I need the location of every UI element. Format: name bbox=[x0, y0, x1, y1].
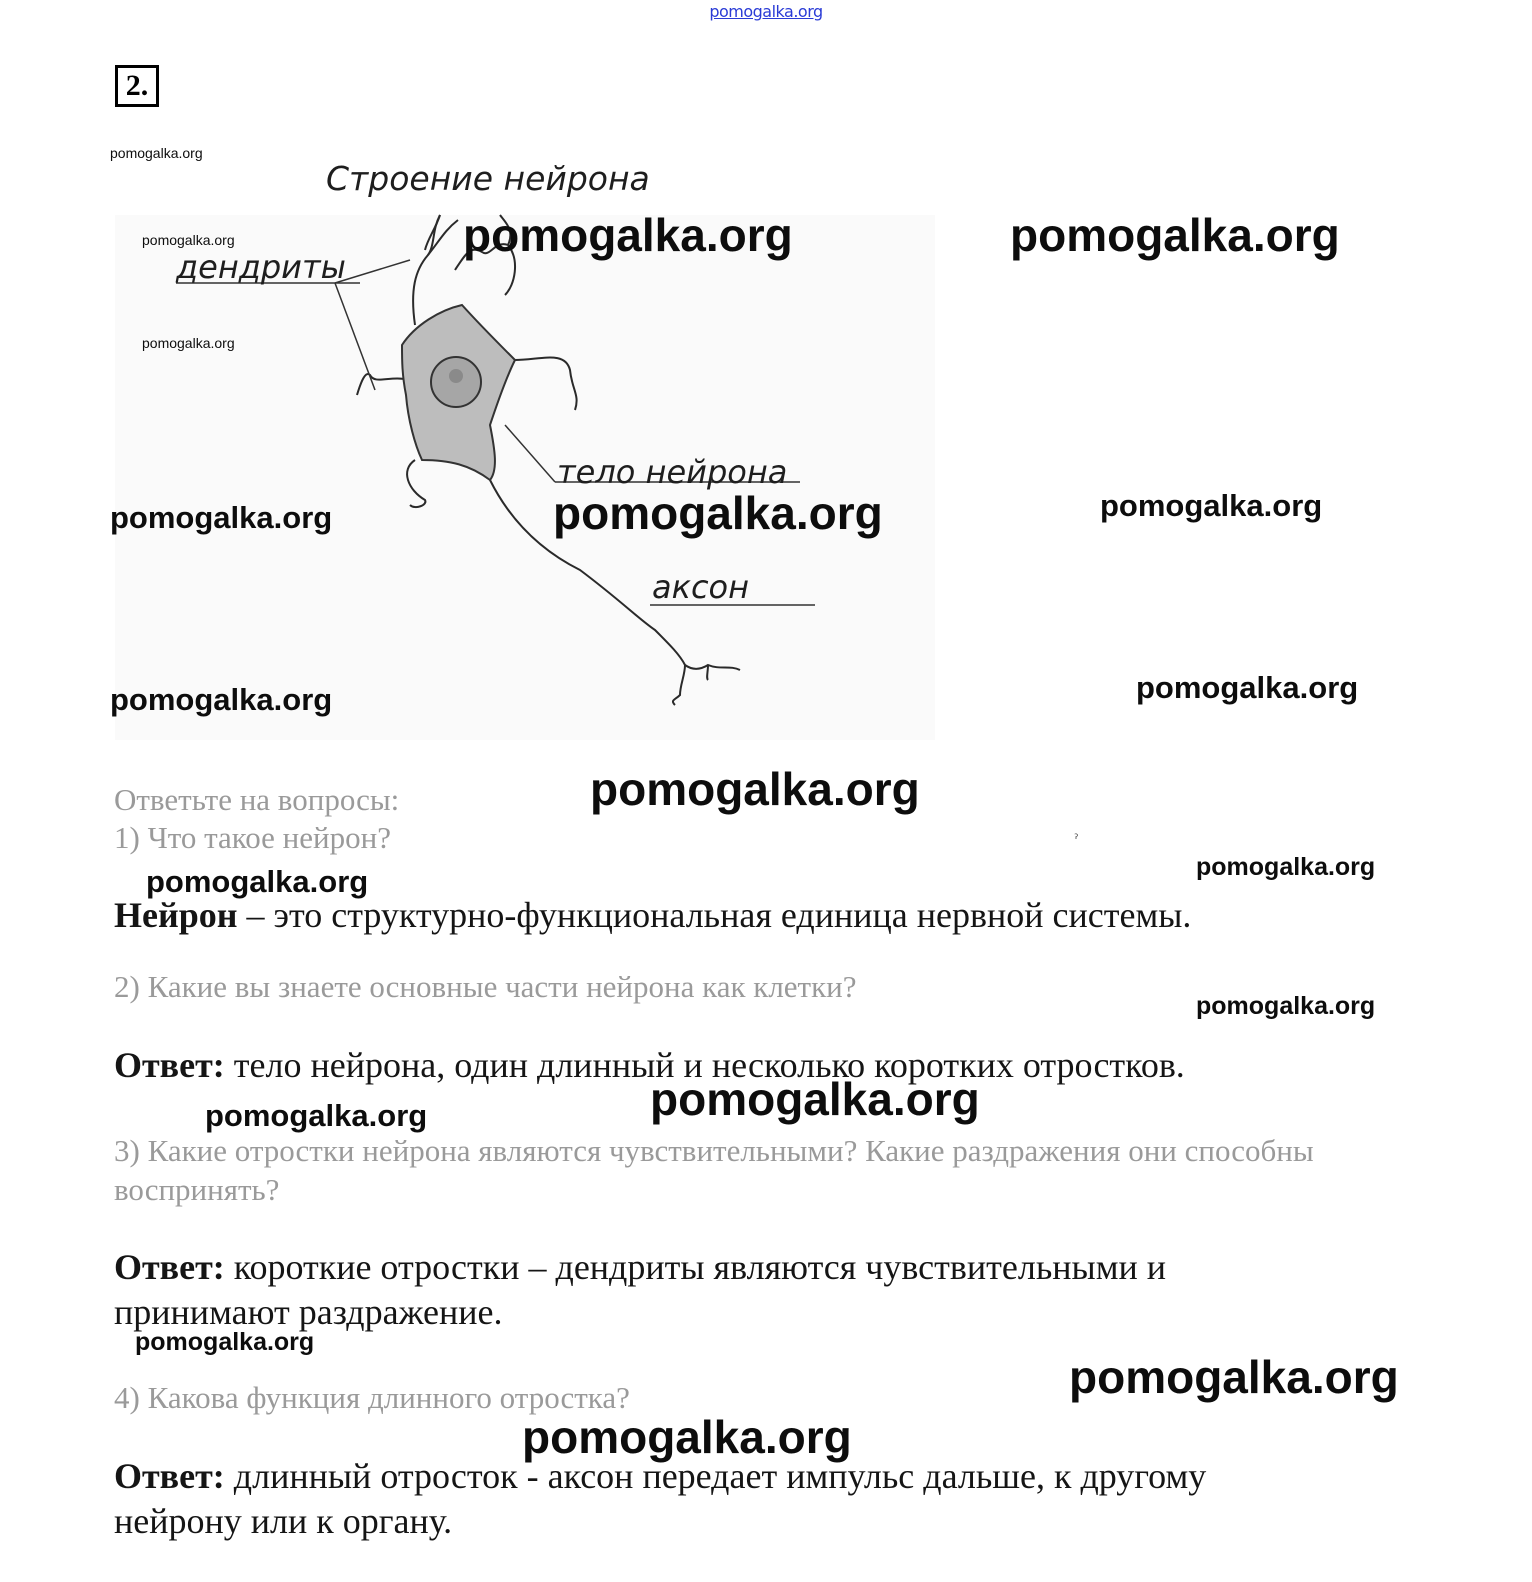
watermark: pomogalka.org bbox=[142, 335, 235, 351]
label-axon: аксон bbox=[652, 568, 750, 606]
figure-background bbox=[115, 215, 935, 740]
question-2: 2) Какие вы знаете основные части нейрона как клетки? bbox=[114, 969, 857, 1004]
answer-3-label: Ответ: bbox=[114, 1247, 225, 1287]
watermark: pomogalka.org bbox=[1010, 209, 1340, 261]
watermark: pomogalka.org bbox=[110, 682, 333, 717]
watermark: pomogalka.org bbox=[142, 232, 235, 248]
figure-title: Строение нейрона bbox=[326, 160, 650, 198]
watermark: pomogalka.org bbox=[1196, 992, 1376, 1020]
answer-4-line-1 bbox=[114, 1454, 1206, 1499]
questions-intro: Ответьте на вопросы: bbox=[114, 782, 400, 817]
watermark: pomogalka.org bbox=[1196, 853, 1376, 881]
watermark: pomogalka.org bbox=[1136, 670, 1359, 705]
watermark: pomogalka.org bbox=[110, 500, 333, 535]
neuron-nucleolus bbox=[449, 369, 463, 383]
watermark: pomogalka.org bbox=[1069, 1351, 1399, 1403]
answer-2-label: Ответ: bbox=[114, 1045, 225, 1085]
watermark: pomogalka.org bbox=[463, 209, 793, 261]
watermark: pomogalka.org bbox=[590, 763, 920, 815]
answer-1-term: Нейрон bbox=[114, 895, 238, 935]
answer-3-line-1 bbox=[114, 1245, 1166, 1290]
answer-4-line-2: нейрону или к органу. bbox=[114, 1501, 453, 1541]
answer-4-text: длинный отросток - аксон передает импульс дальше, к другому bbox=[224, 1456, 1207, 1496]
answer-4-label: Ответ: bbox=[114, 1456, 225, 1496]
question-3-line-1: 3) Какие отростки нейрона являются чувствительными? Какие раздражения они способны bbox=[114, 1133, 1314, 1168]
answer-1 bbox=[114, 893, 1191, 938]
question-4: 4) Какова функция длинного отростка? bbox=[114, 1380, 630, 1415]
answer-2-text: тело нейрона, один длинный и несколько коротких отростков. bbox=[224, 1045, 1185, 1085]
watermark: pomogalka.org bbox=[205, 1098, 428, 1133]
answer-3-text: короткие отростки – дендриты являются чувствительными и bbox=[224, 1247, 1167, 1287]
task-number: 2. bbox=[115, 65, 159, 107]
label-dendrites: дендриты bbox=[176, 248, 346, 286]
watermark: pomogalka.org bbox=[110, 145, 203, 161]
question-1: 1) Что такое нейрон? bbox=[114, 820, 391, 855]
watermark: pomogalka.org bbox=[146, 864, 369, 899]
stray-mark: ˀ bbox=[1074, 832, 1079, 846]
answer-1-text: – это структурно-функциональная единица нервной системы. bbox=[237, 895, 1192, 935]
watermark: pomogalka.org bbox=[553, 487, 883, 539]
question-3-line-2: воспринять? bbox=[114, 1172, 280, 1207]
site-header-link[interactable]: pomogalka.org bbox=[709, 2, 823, 21]
watermark: pomogalka.org bbox=[135, 1328, 315, 1356]
watermark: pomogalka.org bbox=[1100, 488, 1323, 523]
answer-2 bbox=[114, 1043, 1185, 1088]
answer-3-line-2: принимают раздражение. bbox=[114, 1292, 503, 1332]
watermark: pomogalka.org bbox=[650, 1073, 980, 1125]
watermark: pomogalka.org bbox=[522, 1411, 852, 1463]
label-neuron-body: тело нейрона bbox=[557, 453, 788, 491]
